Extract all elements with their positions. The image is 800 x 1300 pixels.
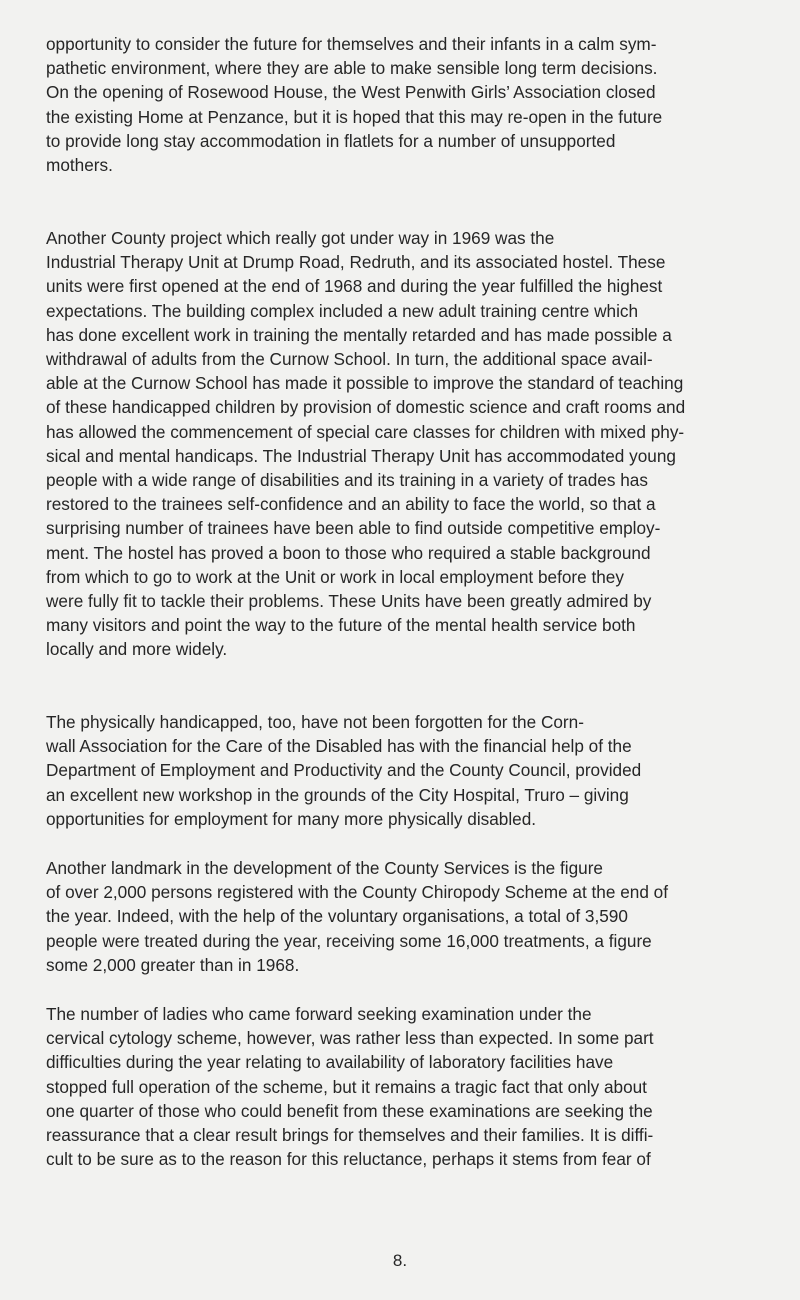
paragraph-chiropody-scheme: Another landmark in the development of the County Services is the figure of over 2,000 persons registered with the County Chiropody Scheme at the end of the year. Indeed, with the help of the voluntary organisations, a total of 3,590 people were treated during the year, receiving some 16,000 treatments, a figure some 2,000 greater than in 1968. bbox=[46, 858, 668, 975]
paragraph-unsupported-mothers: opportunity to consider the future for themselves and their infants in a calm sym- pathetic environment, where they are able to make sensible long term decisions. On the opening of Rosewood House, the West Penwith Girls’ Association closed the existing Home at Penzance, but it is hoped that this may re-open in the future to provide long stay accommodation in flatlets for a number of unsupported mothers. bbox=[46, 34, 663, 176]
paragraph-physically-handicapped: The physically handicapped, too, have not been forgotten for the Corn- wall Association for the Care of the Disabled has with the financial help of the Department of Employment and Productivity and the County Council, provided an excellent new workshop in the grounds of the City Hospital, Truro – giving opportunities for employment for many more physically disabled. bbox=[46, 712, 642, 829]
page-number: 8. bbox=[392, 1251, 408, 1270]
paragraph-industrial-therapy-unit: Another County project which really got under way in 1969 was the Industrial Therapy Unit at Drump Road, Redruth, and its associated hostel. These units were first opened at the end of 1968 and during the year fulfilled the highest expectations. The building complex included a new adult training centre which has done excellent work in training the mentally retarded and has made possible a withdrawal of adults from the Curnow School. In turn, the additional space avail- able at the Curnow School has made it possible to improve the standard of teaching of these handicapped children by provision of domestic science and craft rooms and has allowed the commencement of special care classes for children with mixed phy- sical and mental handicaps. The Industrial Therapy Unit has accommodated young people with a wide range of disabilities and its training in a variety of trades has restored to the trainees self-confidence and an ability to face the world, so that a surprising number of trainees have been able to find outside competitive employ- ment. The hostel has proved a boon to those who required a stable background from which to go to work at the Unit or work in local employment before they were fully fit to tackle their problems. These Units have been greatly admired by many visitors and point the way to the future of the mental health service both locally and more widely. bbox=[46, 228, 686, 660]
paragraph-cervical-cytology: The number of ladies who came forward seeking examination under the cervical cytology scheme, however, was rather less than expected. In some part difficulties during the year relating to availability of laboratory facilities have stopped full operation of the scheme, but it remains a tragic fact that only about one quarter of those who could benefit from these examinations are seeking the reassurance that a clear result brings for themselves and their families. It is diffi- cult to be sure as to the reason for this reluctance, perhaps it stems from fear of bbox=[46, 1004, 654, 1170]
